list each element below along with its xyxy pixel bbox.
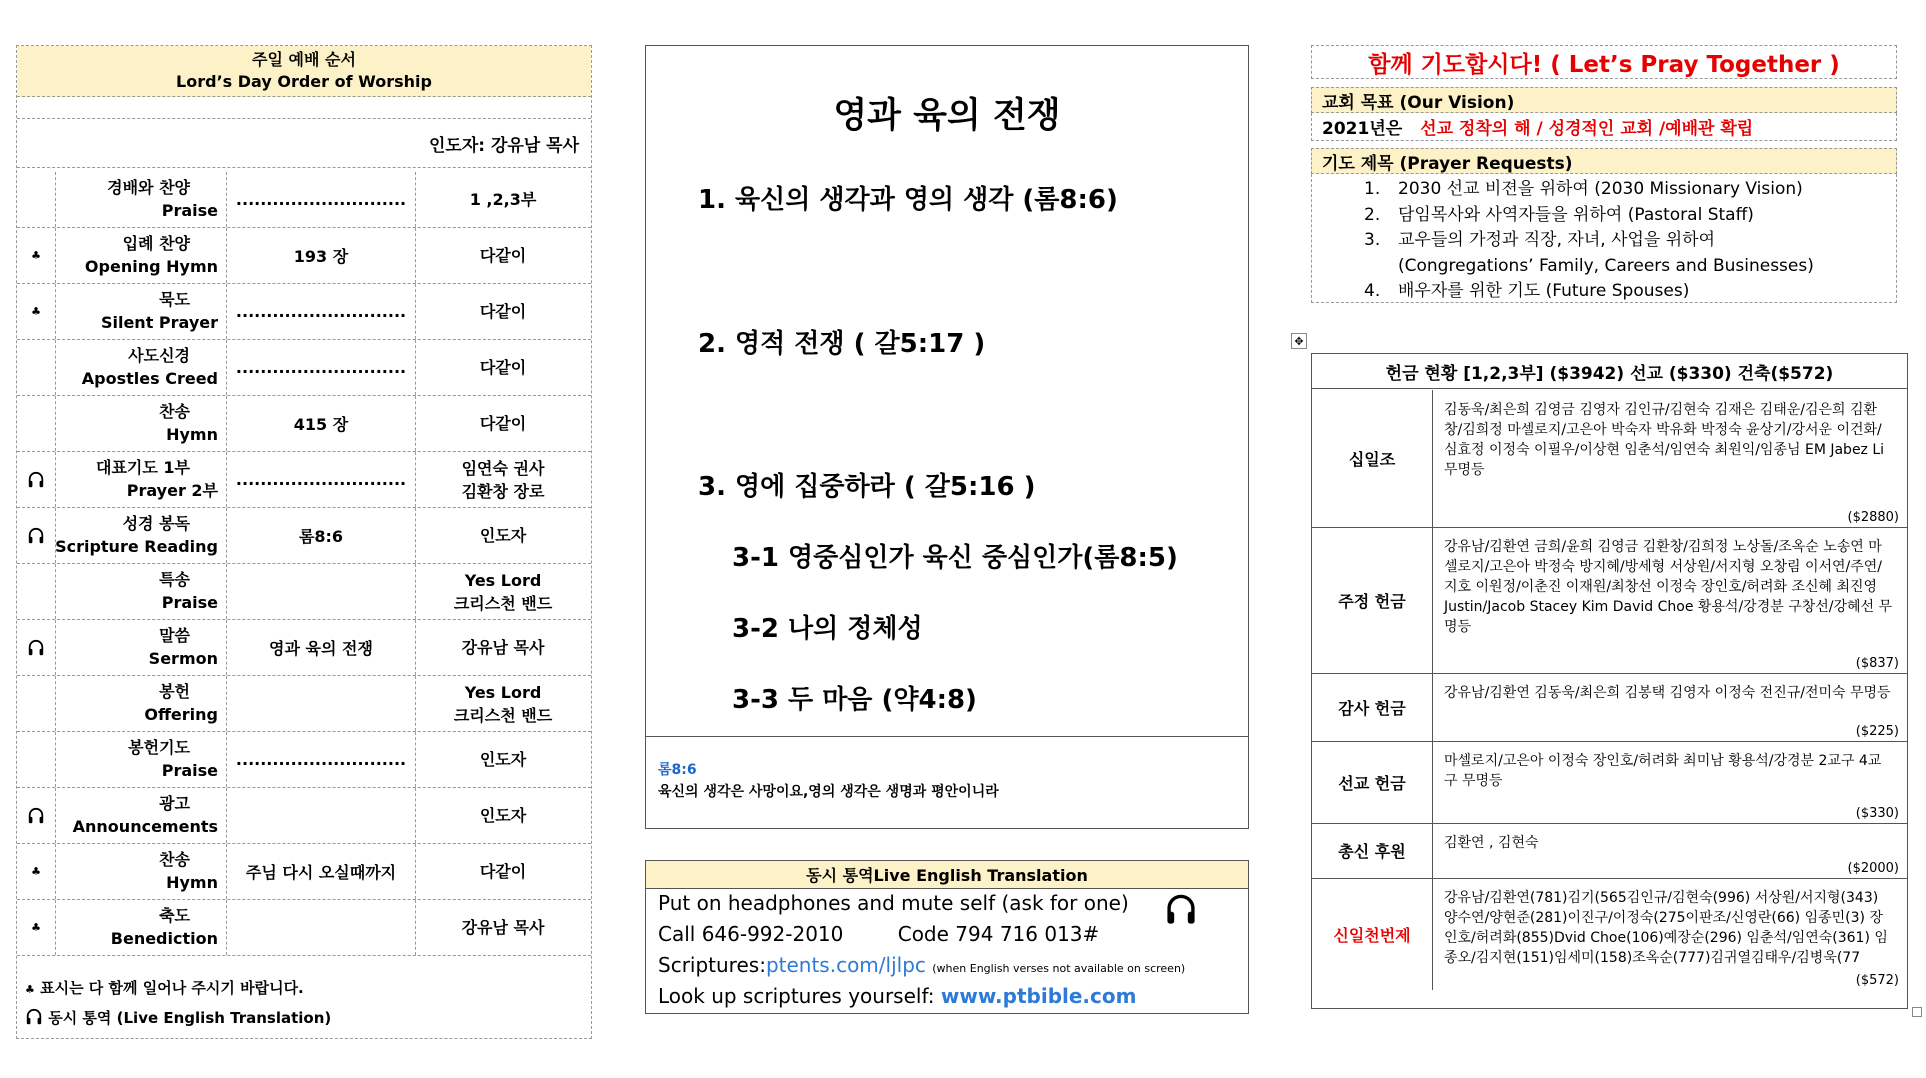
worship-row-mark	[17, 340, 56, 395]
headset-icon	[27, 527, 45, 545]
worship-row-item: 말씀 Sermon	[55, 620, 227, 675]
sermon-title: 영과 육의 전쟁	[833, 96, 1061, 136]
sermon-verse-box	[646, 736, 1248, 828]
worship-row	[17, 788, 591, 844]
offering-names: 강유남/김환연 김동욱/최은희 김봉택 김영자 이정숙 전진규/전미숙 무명등	[1444, 685, 1891, 701]
worship-row-detail: ............................	[227, 732, 416, 787]
headset-icon	[27, 639, 45, 657]
offering-names: 마셀로지/고은아 이정숙 장인호/허려화 최미남 황용석/강경분 2교구 4교구 무명등	[1444, 753, 1882, 789]
offering-row	[1312, 823, 1907, 879]
headset-icon	[25, 1008, 43, 1026]
offering-row	[1312, 673, 1907, 742]
sermon-point-1: 1. 육신의 생각과 영의 생각 (롬8:6)	[698, 185, 1118, 215]
note-stand: ♣ 표시는 다 함께 일어나 주시기 바랍니다.	[25, 979, 304, 997]
offering-label: 신일천번제	[1312, 878, 1433, 990]
worship-row-detail: ............................	[227, 284, 416, 339]
worship-row-detail: 주님 다시 오실때까지	[227, 844, 416, 899]
worship-row-item: 봉헌기도 Praise	[55, 732, 227, 787]
worship-row	[17, 676, 591, 732]
worship-row-mark	[17, 900, 56, 955]
offering-names: 강유남/김환연 금희/윤희 김영금 김환창/김희정 노상돌/조옥순 노송연 마셀로지/고은아 박정숙 방지혜/방세형 서상원/서지형 오창림 이서연/주연/지호 이원정/이춘진 이재원/최창선 이정숙 장인호/허려화 조신혜 최진영 Justin/Jacob Stacey Kim David Choe 황용석/강경분 구창선/강혜선 무명등	[1444, 539, 1893, 635]
verse-reference: 롬8:6	[658, 762, 697, 778]
prayer-request: 4. 배우자를 위한 기도 (Future Spouses)	[1364, 281, 1690, 301]
worship-row-detail	[227, 900, 416, 955]
worship-row-person: 다같이	[479, 862, 527, 881]
worship-row-detail: 롬8:6	[227, 508, 416, 563]
translation-header: 동시 통역Live English Translation	[646, 861, 1248, 889]
worship-row-item: 성경 봉독 Scripture Reading	[55, 508, 227, 563]
worship-row-item: 경배와 찬양 Praise	[55, 172, 227, 227]
offering-label: 주정 헌금	[1312, 527, 1433, 673]
translation-line-4: Look up scriptures yourself: www.ptbible.com	[658, 984, 1137, 1008]
worship-row	[17, 396, 591, 452]
translation-line-3: Scriptures:ptents.com/ljlpc (when English verses not available on screen)	[658, 953, 1186, 977]
stand-symbol-icon: ♣	[31, 865, 41, 878]
sermon-point-2: 2. 영적 전쟁 ( 갈5:17 )	[698, 329, 986, 359]
worship-order-panel	[16, 45, 592, 1039]
offering-row	[1312, 390, 1907, 528]
prayer-title: 함께 기도합시다! ( Let’s Pray Together )	[1311, 45, 1897, 79]
stand-symbol-icon: ♣	[31, 921, 41, 934]
worship-row	[17, 508, 591, 564]
sermon-subpoint-1: 3-1 영중심인가 육신 중심인가(롬8:5)	[732, 543, 1178, 573]
worship-row-item: 축도 Benediction	[55, 900, 227, 955]
worship-row-mark	[17, 508, 56, 563]
worship-row-detail	[227, 676, 416, 731]
prayer-panel	[1311, 45, 1897, 303]
offering-row	[1312, 527, 1907, 674]
offering-label: 감사 헌금	[1312, 673, 1433, 741]
worship-row	[17, 172, 591, 228]
worship-row-mark	[17, 788, 56, 843]
offering-label: 총신 후원	[1312, 823, 1433, 878]
worship-row	[17, 620, 591, 676]
worship-row-item: 찬송 Hymn	[55, 844, 227, 899]
table-move-handle-icon[interactable]: ✥	[1291, 333, 1307, 349]
stand-symbol-icon: ♣	[31, 305, 41, 318]
resize-handle-icon[interactable]	[1912, 1007, 1922, 1017]
worship-row-mark	[17, 396, 56, 451]
worship-row	[17, 284, 591, 340]
worship-row-detail: ............................	[227, 172, 416, 227]
worship-row-mark	[17, 564, 56, 619]
offering-label: 선교 헌금	[1312, 741, 1433, 823]
requests-header: 기도 제목 (Prayer Requests)	[1311, 148, 1897, 174]
worship-row-person: 임연숙 권사 김환창 장로	[461, 458, 545, 501]
worship-row-person: 다같이	[479, 358, 527, 377]
worship-row-detail	[227, 788, 416, 843]
note-translation: 동시 통역 (Live English Translation)	[25, 1004, 585, 1033]
worship-row-detail: ............................	[227, 452, 416, 507]
worship-leader: 인도자: 강유남 목사	[17, 118, 591, 168]
worship-row-mark	[17, 452, 56, 507]
offering-amount: ($225)	[1855, 724, 1899, 739]
stand-symbol-icon: ♣	[25, 983, 35, 996]
worship-row-detail	[227, 564, 416, 619]
worship-row-person: 다같이	[479, 414, 527, 433]
prayer-request: 2. 담임목사와 사역자들을 위하여 (Pastoral Staff)	[1364, 204, 1754, 225]
offering-amount: ($837)	[1855, 656, 1899, 671]
worship-row-person: 인도자	[479, 526, 527, 545]
worship-row-person: 강유남 목사	[461, 918, 545, 937]
prayer-request: (Congregations’ Family, Careers and Businesses)	[1398, 255, 1814, 276]
offering-row	[1312, 741, 1907, 824]
worship-row-item: 대표기도 1부 Prayer 2부	[55, 452, 227, 507]
headset-icon	[27, 807, 45, 825]
worship-row-detail: ............................	[227, 340, 416, 395]
prayer-request: 1. 2030 선교 비젼을 위하여 (2030 Missionary Vision)	[1364, 179, 1803, 199]
worship-row-person: 다같이	[479, 302, 527, 321]
worship-row-person: 인도자	[479, 806, 527, 825]
worship-row	[17, 340, 591, 396]
worship-row-mark	[17, 228, 56, 283]
translation-line-1: Put on headphones and mute self (ask for one)	[658, 891, 1129, 915]
worship-row-person: Yes Lord 크리스천 밴드	[453, 570, 553, 613]
worship-row-mark	[17, 284, 56, 339]
worship-row-item: 광고 Announcements	[55, 788, 227, 843]
worship-row	[17, 732, 591, 788]
stand-symbol-icon: ♣	[31, 249, 41, 262]
worship-row-mark	[17, 676, 56, 731]
worship-row-item: 봉헌 Offering	[55, 676, 227, 731]
worship-row-person: 다같이	[479, 246, 527, 265]
scriptures-link[interactable]: ptents.com/ljlpc	[765, 953, 926, 977]
sermon-subpoint-2: 3-2 나의 정체성	[732, 614, 923, 644]
offering-table	[1311, 353, 1908, 1009]
verse-text: 육신의 생각은 사망이요,영의 생각은 생명과 평안이니라	[658, 784, 999, 800]
worship-row-item: 특송 Praise	[55, 564, 227, 619]
offering-amount: ($2880)	[1847, 510, 1899, 525]
offering-row	[1312, 878, 1907, 990]
worship-row	[17, 452, 591, 508]
ptbible-link[interactable]: www.ptbible.com	[940, 984, 1137, 1008]
translation-panel	[645, 860, 1249, 1014]
vision-header: 교회 목표 (Our Vision)	[1311, 87, 1897, 113]
offering-amount: ($572)	[1855, 973, 1899, 988]
worship-title-en: Lord’s Day Order of Worship	[176, 72, 432, 91]
requests-list	[1311, 174, 1897, 303]
worship-row-mark	[17, 732, 56, 787]
sermon-panel	[645, 45, 1249, 829]
headset-icon	[27, 471, 45, 489]
worship-row-detail: 193 장	[227, 228, 416, 283]
worship-row-item: 묵도 Silent Prayer	[55, 284, 227, 339]
worship-row	[17, 564, 591, 620]
worship-row	[17, 228, 591, 284]
prayer-request: 3. 교우들의 가정과 직장, 자녀, 사업을 위하여	[1364, 230, 1716, 250]
worship-row-item: 입례 찬양 Opening Hymn	[55, 228, 227, 283]
sermon-point-3: 3. 영에 집중하라 ( 갈5:16 )	[698, 472, 1036, 502]
offering-names: 김환연 , 김현숙	[1444, 835, 1539, 851]
offering-label: 십일조	[1312, 390, 1433, 527]
vision-body: 2021년은 선교 정착의 해 / 성경적인 교회 /예배관 확립	[1311, 113, 1897, 141]
worship-row-item: 찬송 Hymn	[55, 396, 227, 451]
worship-header	[17, 46, 591, 97]
worship-row-mark	[17, 172, 56, 227]
worship-row-person: 인도자	[479, 750, 527, 769]
offering-names: 강유남/김환연(781)김기(565김인규/김현숙(996) 서상원/서지형(343) 양수연/양현준(281)이진구/이정숙(275이판조/신영란(66) 임종민(3) 장인호/허려화(855)Dvid Choe(106)예장순(296) 임춘석/임연숙(361) 임종오/김지현(151)임세미(158)조옥순(777)김귀열김태우/김병욱(77	[1444, 890, 1888, 966]
worship-row-person: Yes Lord 크리스천 밴드	[453, 682, 553, 725]
worship-row	[17, 900, 591, 956]
worship-row-mark	[17, 620, 56, 675]
worship-row-person: 1 ,2,3부	[469, 190, 537, 209]
headset-icon	[1164, 893, 1198, 927]
offering-amount: ($2000)	[1847, 861, 1899, 876]
sermon-subpoint-3: 3-3 두 마음 (약4:8)	[732, 685, 977, 715]
offering-amount: ($330)	[1855, 806, 1899, 821]
worship-row-mark	[17, 844, 56, 899]
worship-row-item: 사도신경 Apostles Creed	[55, 340, 227, 395]
offering-header: 헌금 현황 [1,2,3부] ($3942) 선교 ($330) 건축($572)	[1312, 354, 1907, 389]
translation-line-2: Call 646-992-2010 Code 794 716 013#	[658, 922, 1100, 946]
worship-row	[17, 844, 591, 900]
worship-row-detail: 영과 육의 전쟁	[227, 620, 416, 675]
worship-row-detail: 415 장	[227, 396, 416, 451]
offering-names: 김동욱/최은희 김영금 김영자 김인규/김현숙 김재은 김태운/김은희 김환창/김희정 마셀로지/고은아 박숙자 박유화 박정숙 윤상기/강서운 이건화/심효정 이정숙 이필우/이상현 임춘석/임연숙 최원익/임종님 EM Jabez Li 무명등	[1444, 402, 1885, 478]
worship-notes	[25, 974, 585, 1034]
worship-row-person: 강유남 목사	[461, 638, 545, 657]
worship-title-ko: 주일 예배 순서	[252, 50, 356, 69]
vision-goals: 선교 정착의 해 / 성경적인 교회 /예배관 확립	[1420, 119, 1754, 139]
